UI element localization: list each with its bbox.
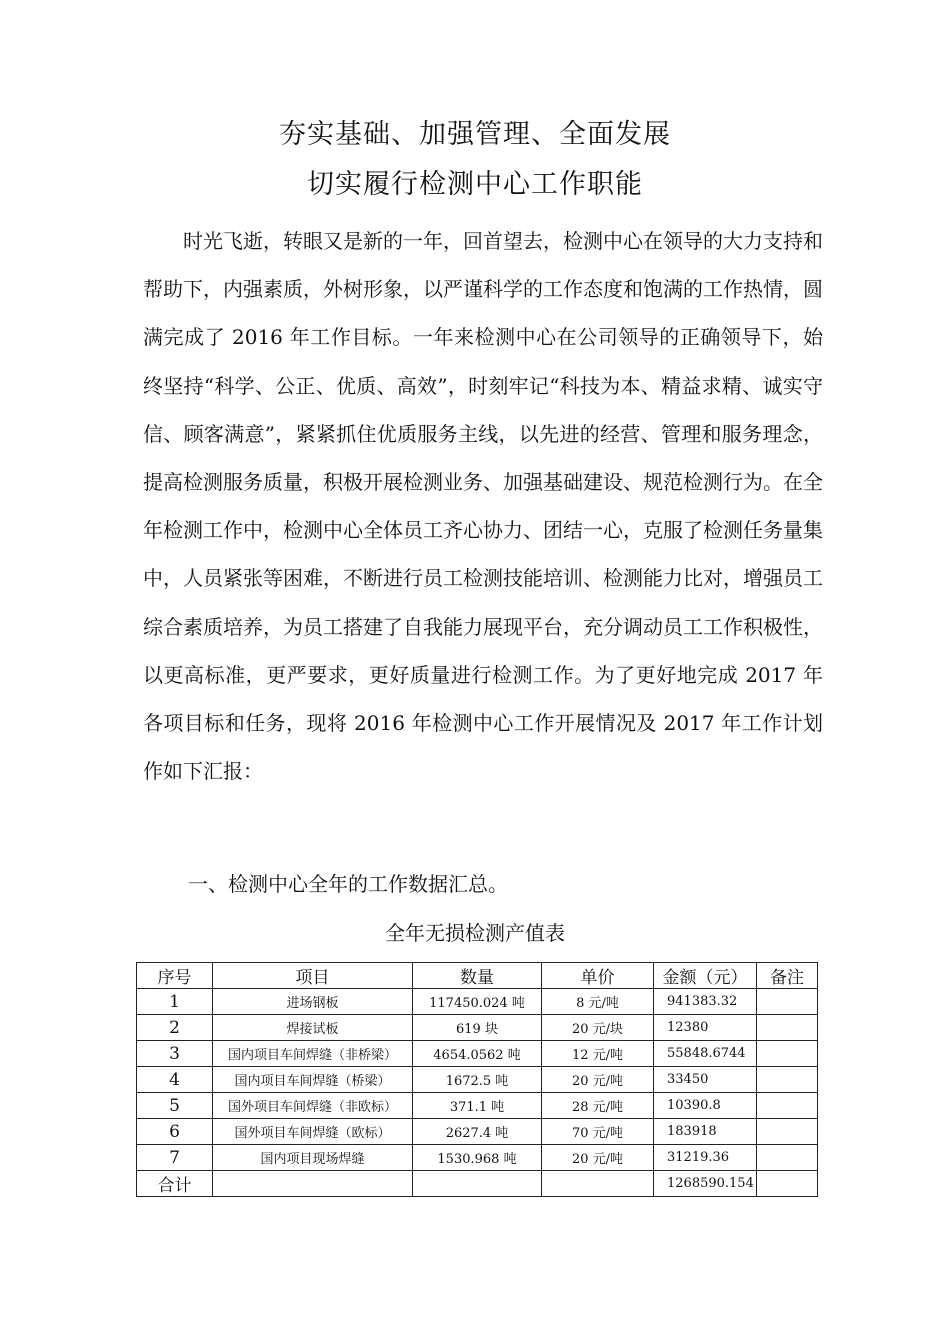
intro-paragraph: 时光飞逝，转眼又是新的一年，回首望去，检测中心在领导的大力支持和帮助下，内强素质，外树形象，以严谨科学的工作态度和饱满的工作热情，圆满完成了 2016 年工作目标。一年来检测中心在公司领导的正确领导下，始终坚持“科学、公正、优质、高效”，时刻牢记“科技为本、精益求精、诚实守信、顾客满意”，紧紧抓住优质服务主线，以先进的经营、管理和服务理念，提高检测服务质量，积极开展检测业务、加强基础建设、规范检测行为。在全年检测工作中，检测中心全体员工齐心协力、团结一心，克服了检测任务量集中，人员紧张等困难，不断进行员工检测技能培训、检测能力比对，增强员工综合素质培养，为员工搭建了自我能力展现平台，充分调动员工工作积极性，以更高标准，更严要求，更好质量进行检测工作。为了更好地完成 2017 年各项目标和任务，现将 2016 年检测中心工作开展情况及 2017 年工作计划作如下汇报：	[143, 229, 823, 784]
total-unit-price	[542, 1171, 654, 1197]
row-note	[757, 1093, 818, 1119]
row-unit-price: 20 元/吨	[542, 1145, 654, 1171]
total-quantity	[413, 1171, 542, 1197]
row-amount: 55848.6744	[654, 1041, 757, 1067]
header-unit-price: 单价	[542, 963, 654, 989]
row-note	[757, 989, 818, 1015]
table-row	[137, 1119, 818, 1145]
header-amount: 金额（元）	[654, 963, 757, 989]
row-quantity: 117450.024 吨	[413, 989, 542, 1015]
table-row	[137, 1041, 818, 1067]
row-note	[757, 1067, 818, 1093]
row-quantity: 1530.968 吨	[413, 1145, 542, 1171]
row-item: 国外项目车间焊缝（非欧标）	[213, 1093, 413, 1119]
row-note	[757, 1145, 818, 1171]
row-amount: 941383.32	[654, 989, 757, 1015]
row-unit-price: 8 元/吨	[542, 989, 654, 1015]
header-index: 序号	[137, 963, 213, 989]
row-quantity: 4654.0562 吨	[413, 1041, 542, 1067]
row-amount: 12380	[654, 1015, 757, 1041]
table-header-row	[137, 963, 818, 989]
row-amount: 31219.36	[654, 1145, 757, 1171]
row-index: 1	[137, 989, 213, 1015]
row-index: 2	[137, 1015, 213, 1041]
row-item: 国外项目车间焊缝（欧标）	[213, 1119, 413, 1145]
row-unit-price: 12 元/吨	[542, 1041, 654, 1067]
row-item: 进场钢板	[213, 989, 413, 1015]
row-index: 7	[137, 1145, 213, 1171]
row-amount: 33450	[654, 1067, 757, 1093]
row-unit-price: 28 元/吨	[542, 1093, 654, 1119]
row-item: 国内项目车间焊缝（桥梁）	[213, 1067, 413, 1093]
table-row	[137, 1093, 818, 1119]
header-item: 项目	[213, 963, 413, 989]
row-unit-price: 20 元/吨	[542, 1067, 654, 1093]
row-quantity: 2627.4 吨	[413, 1119, 542, 1145]
table-caption: 全年无损检测产值表	[385, 921, 565, 945]
total-label: 合计	[137, 1171, 213, 1197]
document-title: 夯实基础、加强管理、全面发展	[279, 119, 671, 150]
row-index: 4	[137, 1067, 213, 1093]
row-item: 焊接试板	[213, 1015, 413, 1041]
output-value-table	[136, 962, 818, 1197]
document-subtitle: 切实履行检测中心工作职能	[307, 169, 643, 200]
table-row	[137, 989, 818, 1015]
total-item	[213, 1171, 413, 1197]
row-amount: 10390.8	[654, 1093, 757, 1119]
row-note	[757, 1015, 818, 1041]
header-quantity: 数量	[413, 963, 542, 989]
row-note	[757, 1119, 818, 1145]
total-note	[757, 1171, 818, 1197]
row-amount: 183918	[654, 1119, 757, 1145]
row-index: 3	[137, 1041, 213, 1067]
row-quantity: 619 块	[413, 1015, 542, 1041]
row-index: 5	[137, 1093, 213, 1119]
header-note: 备注	[757, 963, 818, 989]
row-note	[757, 1041, 818, 1067]
row-quantity: 371.1 吨	[413, 1093, 542, 1119]
row-quantity: 1672.5 吨	[413, 1067, 542, 1093]
total-amount: 1268590.154	[654, 1171, 757, 1197]
table-row	[137, 1067, 818, 1093]
table-row	[137, 1015, 818, 1041]
row-unit-price: 70 元/吨	[542, 1119, 654, 1145]
row-item: 国内项目现场焊缝	[213, 1145, 413, 1171]
row-index: 6	[137, 1119, 213, 1145]
row-item: 国内项目车间焊缝（非桥梁）	[213, 1041, 413, 1067]
table-row	[137, 1145, 818, 1171]
table-total-row	[137, 1171, 818, 1197]
section-heading: 一、检测中心全年的工作数据汇总。	[188, 872, 508, 896]
row-unit-price: 20 元/块	[542, 1015, 654, 1041]
